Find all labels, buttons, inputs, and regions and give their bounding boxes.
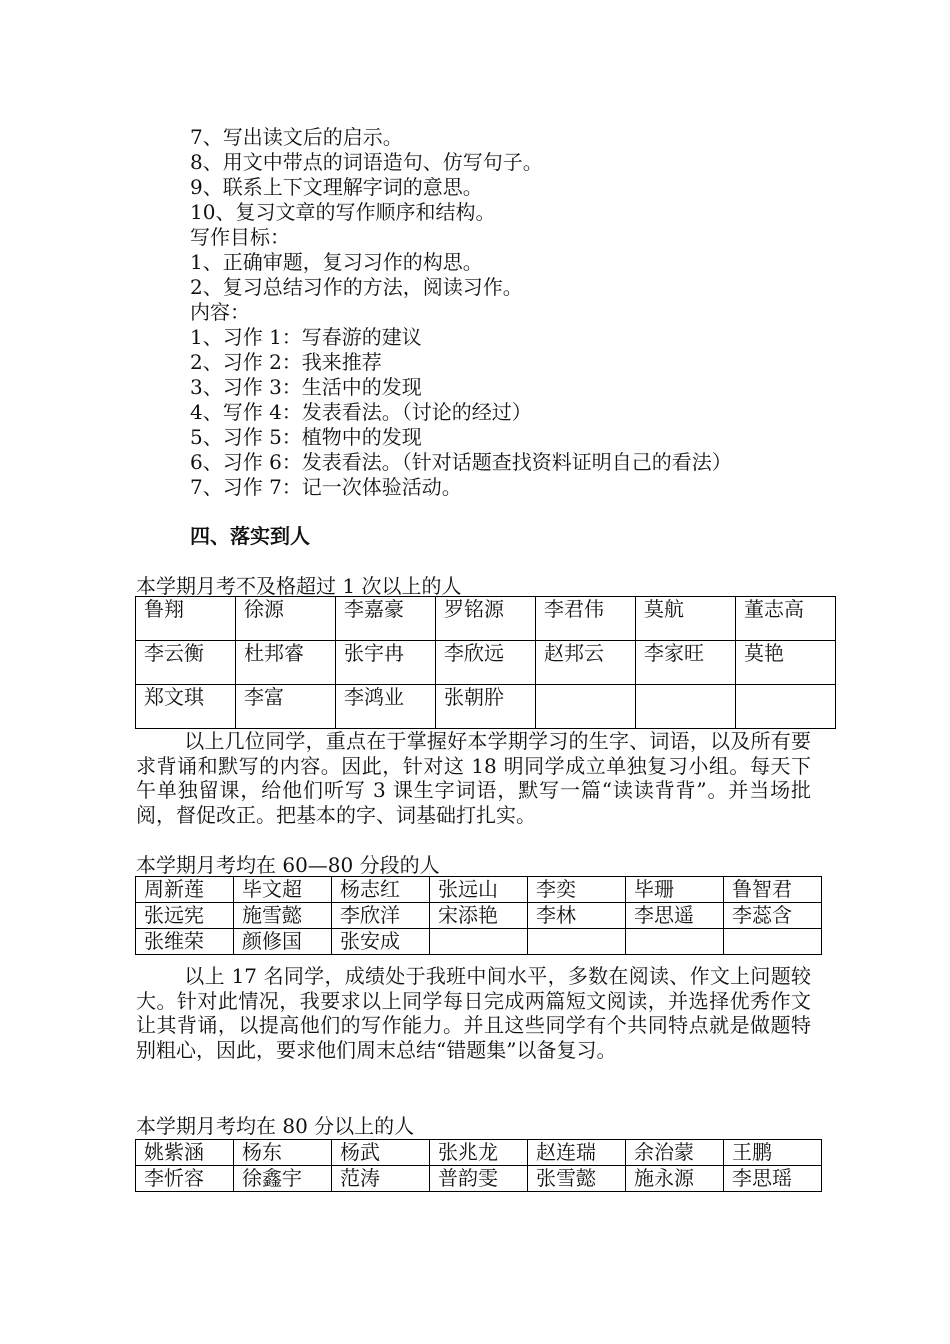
table-cell: 董志高: [736, 597, 836, 641]
table-cell: 李富: [236, 685, 336, 729]
table-row: [136, 877, 822, 903]
table-cell: 张朝肸: [436, 685, 536, 729]
table-cell: 王鹏: [724, 1140, 822, 1166]
content-item: 4、写作 4：发表看法。（讨论的经过）: [190, 400, 532, 424]
reading-goal-item: 8、用文中带点的词语造句、仿写句子。: [190, 150, 543, 174]
table-cell: 宋添艳: [430, 903, 528, 929]
table-cell: [528, 929, 626, 955]
writing-goal-item: 2、复习总结习作的方法，阅读习作。: [190, 275, 523, 299]
table-cell: 张维荣: [136, 929, 234, 955]
writing-goals-title: 写作目标：: [190, 225, 290, 249]
table-cell: 杜邦睿: [236, 641, 336, 685]
table-row: [136, 1140, 822, 1166]
table-cell: 张远宪: [136, 903, 234, 929]
content-item: 1、习作 1：写春游的建议: [190, 325, 422, 349]
table-cell: 李忻容: [136, 1166, 234, 1192]
section-heading: 四、落实到人: [190, 524, 310, 548]
table-cell: 杨武: [332, 1140, 430, 1166]
table-cell: [536, 685, 636, 729]
table-cell: 李思瑶: [724, 1166, 822, 1192]
group3-table: [135, 1139, 822, 1192]
content-item: 6、习作 6：发表看法。（针对话题查找资料证明自己的看法）: [190, 450, 732, 474]
table-cell: 杨志红: [332, 877, 430, 903]
table-cell: 施雪懿: [234, 903, 332, 929]
table-cell: 毕文超: [234, 877, 332, 903]
table-cell: [636, 685, 736, 729]
reading-goal-item: 7、写出读文后的启示。: [190, 125, 403, 149]
table-cell: 李思遥: [626, 903, 724, 929]
table-cell: 张兆龙: [430, 1140, 528, 1166]
table-cell: 李林: [528, 903, 626, 929]
table-cell: 徐鑫宇: [234, 1166, 332, 1192]
group2-paragraph: [136, 964, 811, 1062]
table-cell: 莫艳: [736, 641, 836, 685]
table-cell: 李家旺: [636, 641, 736, 685]
table-cell: 李鸿业: [336, 685, 436, 729]
table-cell: 张远山: [430, 877, 528, 903]
group3-caption: 本学期月考均在 80 分以上的人: [136, 1114, 415, 1138]
group2-caption: 本学期月考均在 60—80 分段的人: [136, 853, 440, 877]
table-cell: 张雪懿: [528, 1166, 626, 1192]
table-cell: 鲁智君: [724, 877, 822, 903]
table-cell: 姚紫涵: [136, 1140, 234, 1166]
table-cell: 杨东: [234, 1140, 332, 1166]
table-cell: 张宇冉: [336, 641, 436, 685]
writing-goal-item: 1、正确审题，复习习作的构思。: [190, 250, 483, 274]
table-cell: 张安成: [332, 929, 430, 955]
table-cell: 李蕊含: [724, 903, 822, 929]
reading-goal-item: 9、联系上下文理解字词的意思。: [190, 175, 483, 199]
table-row: [136, 597, 836, 641]
table-cell: [626, 929, 724, 955]
table-cell: 普韵雯: [430, 1166, 528, 1192]
table-cell: 罗铭源: [436, 597, 536, 641]
content-item: 2、习作 2：我来推荐: [190, 350, 382, 374]
table-cell: 李欣远: [436, 641, 536, 685]
table-cell: 李云衡: [136, 641, 236, 685]
content-item: 5、习作 5：植物中的发现: [190, 425, 422, 449]
content-item: 3、习作 3：生活中的发现: [190, 375, 422, 399]
group1-caption: 本学期月考不及格超过 1 次以上的人: [136, 574, 462, 598]
group1-paragraph-text: 以上几位同学，重点在于掌握好本学期学习的生字、词语，以及所有要求背诵和默写的内容。因此，针对这 18 明同学成立单独复习小组。每天下午单独留课，给他们听写 3 课生字词语，默写一篇“读读背背”。并当场批阅，督促改正。把基本的字、词基础打扎实。: [136, 729, 811, 827]
table-row: [136, 1166, 822, 1192]
table-row: [136, 685, 836, 729]
table-cell: 毕珊: [626, 877, 724, 903]
table-cell: 余治蒙: [626, 1140, 724, 1166]
table-cell: 徐源: [236, 597, 336, 641]
table-cell: 李欣洋: [332, 903, 430, 929]
group1-paragraph: [136, 729, 811, 827]
group2-paragraph-text: 以上 17 名同学，成绩处于我班中间水平，多数在阅读、作文上问题较大。针对此情况，我要求以上同学每日完成两篇短文阅读，并选择优秀作文让其背诵，以提高他们的写作能力。并且这些同学有个共同特点就是做题特别粗心，因此，要求他们周末总结“错题集”以备复习。: [136, 964, 811, 1062]
table-row: [136, 903, 822, 929]
table-cell: 莫航: [636, 597, 736, 641]
table-cell: 赵邦云: [536, 641, 636, 685]
table-cell: [724, 929, 822, 955]
group1-table: [135, 596, 836, 729]
table-cell: 鲁翔: [136, 597, 236, 641]
table-cell: 李君伟: [536, 597, 636, 641]
table-cell: 范涛: [332, 1166, 430, 1192]
table-cell: [736, 685, 836, 729]
table-cell: 赵连瑞: [528, 1140, 626, 1166]
table-cell: [430, 929, 528, 955]
table-cell: 颜修国: [234, 929, 332, 955]
table-row: [136, 929, 822, 955]
content-title: 内容：: [190, 300, 250, 324]
group2-table: [135, 876, 822, 955]
table-cell: 施永源: [626, 1166, 724, 1192]
table-cell: 郑文琪: [136, 685, 236, 729]
table-cell: 李奕: [528, 877, 626, 903]
table-row: [136, 641, 836, 685]
table-cell: 李嘉豪: [336, 597, 436, 641]
reading-goal-item: 10、复习文章的写作顺序和结构。: [190, 200, 496, 224]
content-item: 7、习作 7：记一次体验活动。: [190, 475, 462, 499]
table-cell: 周新莲: [136, 877, 234, 903]
